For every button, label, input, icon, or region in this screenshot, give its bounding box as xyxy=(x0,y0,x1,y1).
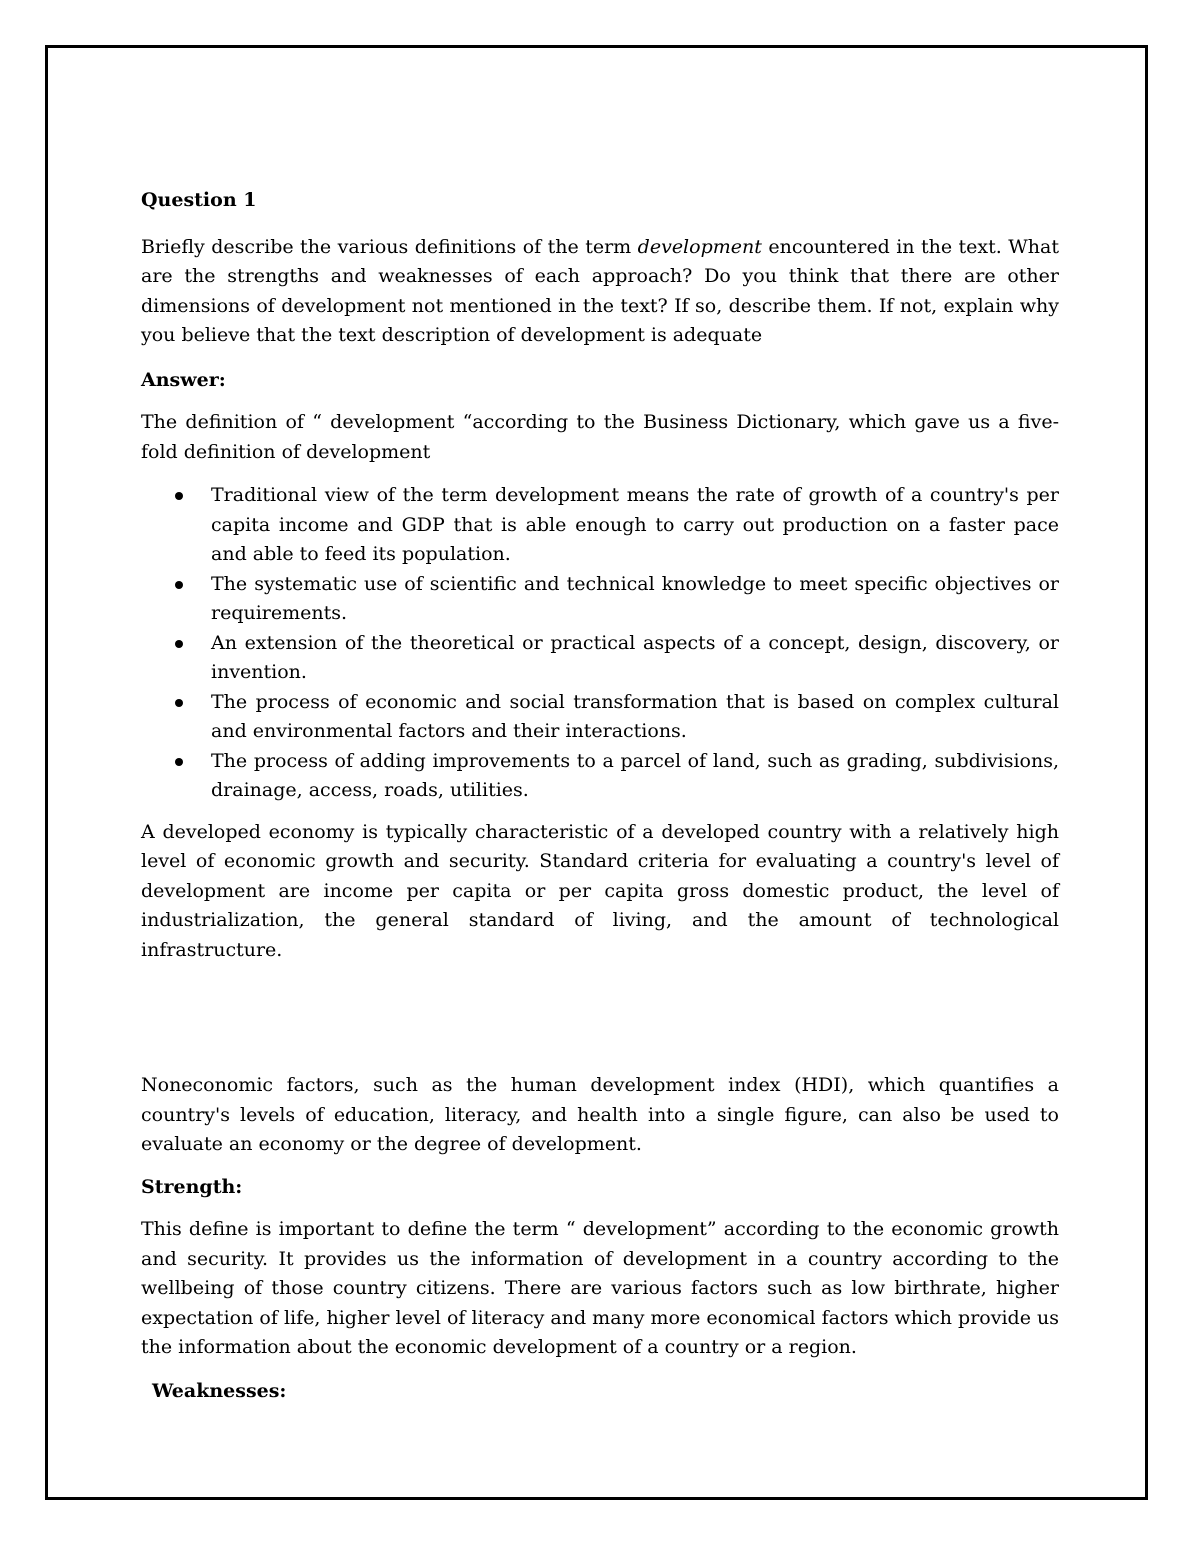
strength-paragraph: This define is important to define the term “ development” according to the economic growth and security. It provides us the information of development in a country according to the wellbeing of those country citizens. There are various factors such as low birthrate, higher expectation of life, higher level of literacy and many more economical factors which provide us the information about the economic development of a country or a region. xyxy=(141,1218,1059,1358)
developed-economy-paragraph: A developed economy is typically characteristic of a developed country with a relatively high level of economic growth and security. Standard criteria for evaluating a country's level of development are income per capita or per capita gross domestic product, the level of industrialization, the general standard of living, and the amount of technological infrastructure. xyxy=(141,820,1059,961)
strength-heading: Strength: xyxy=(141,1175,243,1198)
list-item: An extension of the theoretical or practical aspects of a concept, design, discovery, or invention. xyxy=(211,629,1059,688)
list-item: The process of economic and social transformation that is based on complex cultural and environmental factors and their interactions. xyxy=(211,688,1059,747)
question-italic-term: development xyxy=(637,235,762,258)
question-heading: Question 1 xyxy=(141,189,257,211)
answer-heading: Answer: xyxy=(141,368,226,391)
question-text xyxy=(141,233,1059,351)
question-text-end: encountered in the text. What are the strengths and weaknesses of each approach? Do you think that there are other dimensions of development not mentioned in the text? If so, describe them. If not, explain why you believe that the text description of development is adequate xyxy=(141,235,1059,346)
list-item: The process of adding improvements to a parcel of land, such as grading, subdivisions, drainage, access, roads, utilities. xyxy=(211,747,1059,806)
list-item: Traditional view of the term development means the rate of growth of a country's per capita income and GDP that is able enough to carry out production on a faster pace and able to feed its population. xyxy=(211,481,1059,570)
answer-intro: The definition of “ development “according to the Business Dictionary, which gave us a five-fold definition of development xyxy=(141,411,1059,463)
definitions-list xyxy=(141,481,1059,806)
document-body xyxy=(141,186,1059,1406)
noneconomic-paragraph: Noneconomic factors, such as the human development index (HDI), which quantifies a country's levels of education, literacy, and health into a single figure, can also be used to evaluate an economy or the degree of development. xyxy=(141,1074,1059,1155)
question-text-start: Briefly describe the various definitions of the term xyxy=(141,235,638,258)
weaknesses-heading: Weaknesses: xyxy=(152,1379,287,1402)
list-item: The systematic use of scientific and technical knowledge to meet specific objectives or requirements. xyxy=(211,570,1059,629)
